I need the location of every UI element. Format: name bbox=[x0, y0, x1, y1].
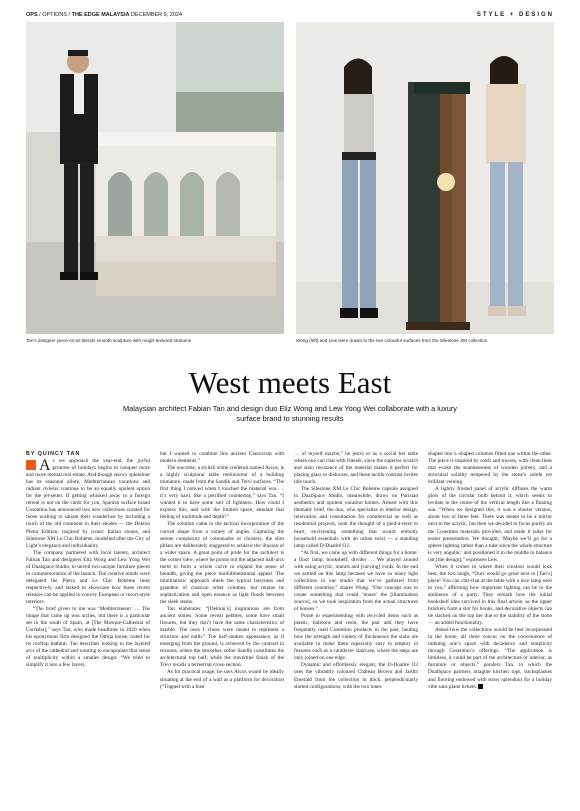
paragraph: The solution came in the tactical incorporation of the curved shape from a variety of angles. Capturing the serene complexity of colonnades or cloisters, the slim pillars are deliberately staggered to achieve the illusion of a wider space. A great point of pride for the architect is the corner view, where he points out the adjacent half-arcs meld to form a whole curve to expand the sense of breadth, giving the piece multidimensional appeal. The minimalistic approach sheds the typical busyness and grandeur of classical order columns, but retains its sophistication and open essence as light floods between the sleek stems. bbox=[160, 521, 284, 605]
header-publication: THE EDGE MALAYSIA bbox=[71, 12, 130, 18]
paragraph: “The brief given to me was ‘Mediterranean’ … The image that came up was arches, but there is a particular set in the south of Spain, at [The Mosque-Cathedral of Cordoba],” says Tan, who made headlines in 2020 when his eponymous firm designed the Ottiqa house, noted for its rooftop bathtub. Tan describes looking to the layered arcs of the cathedral and wanting to encapsulate that sense of multiplicity within a smaller design: “We tried to simplify it into a few layers, bbox=[26, 606, 150, 669]
header-left bbox=[26, 9, 182, 21]
page-header bbox=[26, 9, 554, 21]
headline: West meets East bbox=[188, 365, 392, 400]
photo-arcos bbox=[26, 22, 284, 334]
paragraph bbox=[26, 458, 150, 550]
article-body bbox=[26, 451, 554, 803]
byline: BY QUINCY TAN bbox=[26, 451, 81, 457]
paragraph: Dynamic and effortlessly elegant, the D-Dualité O2 uses the vibrantly coloured Château Brown and Jardin Emerald from the collection in thick, perpendicularly slotted configurations, with the two tones bbox=[294, 662, 418, 690]
paragraph: but I wanted to combine this ancient Classicism with modern elements.” bbox=[160, 451, 284, 465]
paragraph: Prone to experimenting with recycled items such as plastic, balloons and resin, the pair add they have frequently used Cosentino products in the past, lauding how the strength and variety of thicknesses the slabs are available in make them especially easy to employ in features such as a cantilever staircase, where the steps are only joined on one edge. bbox=[294, 613, 418, 662]
dropcap: A bbox=[39, 457, 51, 475]
caption-right: Wong (left) and Lew were drawn to the two colourful surfaces from the Silestone XM collection bbox=[296, 338, 488, 343]
header-date: DECEMBER 9, 2024 bbox=[130, 12, 183, 18]
column-1 bbox=[26, 451, 150, 669]
paragraph: The Silestone XM Le Chic Bohème capsule assigned to DualSpace Studio, meanwhile, draws on Parisian aesthetics and opulent vacation homes. Armed with this thematic brief, the duo, who specialise in interior design, renovation and consultation for commercial as well as residential projects, took the thought of a pied-à-terre to heart, envisioning something that would embody household essentials with an urban twist — a standing lamp called D-Dualité O2. bbox=[294, 486, 418, 549]
paragraph: As for practical usage, he says Arcos would be ideally situating at the end of a wall as a platform for decoration (“Topped with a bust bbox=[160, 669, 284, 690]
header-section: OPS bbox=[26, 12, 38, 18]
caption-left: Tan’s designer piece Arcos blends smooth sculpture with rough-textured stratums bbox=[26, 338, 192, 343]
header-tag: OPTIONS bbox=[42, 12, 67, 18]
dropcap-box bbox=[26, 460, 36, 470]
photo-arcos-image bbox=[26, 22, 284, 334]
deck: Malaysian architect Fabian Tan and design duo Eliz Wong and Lew Yong Wei collaborate with a luxury surface brand to stunning results bbox=[122, 404, 457, 423]
paragraph: … of myself maybe,” he jests) or as a social bar table where one can chat with friends, since the superior scratch and stain resistance of the material makes it perfect for placing glass or dishware, and these tactile contrast invites idle touch. bbox=[294, 451, 418, 486]
paragraph-text: s we approach the year-end, the joyful promise of holidays begins to conquer more and more mental real estate. And though snowy splendour has its seasonal allure, Mediterranean vacations and radiant rivieras continue to be an equally opulent option for the jet-setter. If getting whisked away to a foreign retreat is not on the cards for you, Spanish surface brand Cosentino has announced two new collections curated for those wishing to satiate their wanderlust by including a touch of the old continent in their abodes — the Dekton Pietra Edition, inspired by iconic Italian stones, and Silestone XM Le Chic Bohème, modelled after the City of Light’s elegance and individuality. bbox=[26, 458, 150, 549]
column-4 bbox=[428, 451, 552, 691]
photo-ddualite-lamp-image bbox=[296, 22, 554, 334]
paragraph-text: Asked how the collections would be best incorporated in the home, all three concur on the convenience of imbuing one’s space with decadence and simplicity through Cosentino’s offerings. “The application is limitless, it could be part of the architecture or interior, as furniture or objects,” ponders Tan, to which the DualSpace partners imagine kitchen tops, backsplashes and flooring endowed with stony splendour for a holiday vibe sans plane tickets. bbox=[428, 627, 552, 690]
column-3 bbox=[294, 451, 418, 691]
paragraph bbox=[428, 627, 552, 690]
header-slash: / bbox=[39, 12, 41, 18]
header-slash-2: / bbox=[68, 12, 71, 18]
paragraph: “At first, we came up with different things for a home: a floor lamp, bookshelf, divider … We played around with using acrylic, murals and [carving] voids. In the end we settled on this lamp because we have so many light collections in our studio that we’ve gathered from different countries,” shares Wong. “Our concept was to create something that could ‘house’ the [illumination source], so we took inspiration from the actual structures of houses.” bbox=[294, 549, 418, 613]
paragraph: A lightly frosted panel of acrylic diffuses the warm glow of the circular bulb behind it, which seems to levitate in the centre of the vertical length like a floating sun. “When we designed this, it was a shorter version, about two or three feet. There was meant to be a mirror next to the acrylic, but then we decided to focus purely on the Cosentino materials provided, and made it taller for easier presentation. We thought, ‘Maybe we’ll go for a sphere lighting rather than a tube since the whole structure is very angular,’ and positioned it in the middle to balance out [the design],” expresses Lew. bbox=[428, 486, 552, 563]
end-mark: E bbox=[478, 684, 483, 689]
paragraph: The outcome, a stylish white credenza named Arcos, is a highly sculptural table reminiscent of a building miniature, made from the Sandik and Trevi surfaces. “The first thing I noticed when I touched the material was … it’s very hard, like a petrified countertop,” says Tan. “I wanted it to have some sort of lightness. How could I express this, and with the limited space, emulate that feeling of multitude and depth?” bbox=[160, 465, 284, 521]
header-category: STYLE + DESIGN bbox=[476, 12, 554, 18]
paragraph: When it comes to where their creation would look best, the two laugh, “Ours would go great next to [Tan’s] piece! You can chit-chat at the table with a nice lamp next to you,” affirming how important lighting can be to the ambience of a party. They remark how the initial bookshelf idea survived in this final article, as the upper brackets form a slot for books, and decorative objects can be stacked on the top tier due to the stability of the stone — an added functionality. bbox=[428, 563, 552, 627]
paragraph: Tan elaborates: “[Dekton’s] inspirations are from ancient stones. Some reveal pebbles, some have small fissures, but they don’t have the same characteristics of marble. The ones I chose were meant to represent a structure and earth.” The half-sunken appearance, as if emerging from the ground, is achieved by the contrast in textures, where the smoother, softer Sandik constitutes the architectural top half, while the travertine finish of the Trevi recalls a terrestrial cross-section. bbox=[160, 606, 284, 669]
paragraph: shaped into L-shaped columns fitted one within the other. The piece is inspired by roofs and trusses, with clean lines that evoke the seamlessness of wooden joinery, and a structural solidity tempered by the stone’s subtle yet brilliant veining. bbox=[428, 451, 552, 486]
column-2 bbox=[160, 451, 284, 691]
photo-ddualite-lamp bbox=[296, 22, 554, 334]
paragraph: The company partnered with local talents, architect Fabian Tan and designers Eliz Wong and Lew Yong Wei of Dualspace Studio, to unveil two unique furniture pieces in commemoration of the launch. The creative minds were delegated the Pietra and Le Chic Bohème lines respectively, and tasked to showcase how these recent releases can be applied to convey European or resort-style interiors. bbox=[26, 549, 150, 605]
